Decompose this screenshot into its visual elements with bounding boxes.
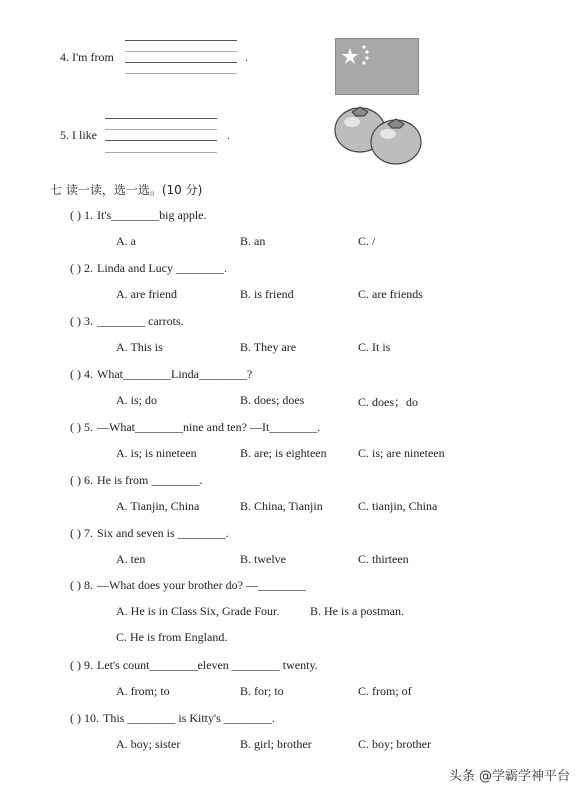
question-text: What________Linda________? <box>97 367 253 381</box>
q5-writing-line-4 <box>105 152 217 153</box>
option-b[interactable]: B. They are <box>240 340 297 354</box>
question-number[interactable]: ( ) 3. <box>70 314 93 328</box>
option-c[interactable]: C. does；do <box>358 395 419 409</box>
q5-label: 5. I like <box>60 128 97 142</box>
question-8 <box>70 578 306 593</box>
question-2 <box>70 261 227 276</box>
question-1 <box>70 208 206 223</box>
q4-writing-line-1 <box>125 40 237 41</box>
option-b[interactable]: B. is friend <box>240 287 294 301</box>
option-c[interactable]: C. from; of <box>358 684 412 698</box>
option-a[interactable]: A. ten <box>116 552 146 566</box>
option-a[interactable]: A. is; is nineteen <box>116 446 197 460</box>
question-number[interactable]: ( ) 8. <box>70 578 93 592</box>
question-number[interactable]: ( ) 1. <box>70 208 93 222</box>
question-9 <box>70 658 318 673</box>
question-number[interactable]: ( ) 7. <box>70 526 93 540</box>
china-flag-icon <box>335 38 419 95</box>
question-number[interactable]: ( ) 9. <box>70 658 93 672</box>
option-c[interactable]: C. thirteen <box>358 552 409 566</box>
question-text: He is from ________. <box>97 473 203 487</box>
q4-writing-line-4 <box>125 73 237 74</box>
question-text: —What________nine and ten? —It________. <box>97 420 321 434</box>
option-a[interactable]: A. boy; sister <box>116 737 181 751</box>
option-b[interactable]: B. twelve <box>240 552 286 566</box>
question-10 <box>70 711 275 726</box>
question-7 <box>70 526 229 541</box>
option-a[interactable]: A. from; to <box>116 684 170 698</box>
option-b[interactable]: B. an <box>240 234 266 248</box>
option-b[interactable]: B. girl; brother <box>240 737 312 751</box>
question-number[interactable]: ( ) 2. <box>70 261 93 275</box>
watermark: 头条 @学霸学神平台 <box>448 769 570 784</box>
option-b[interactable]: B. He is a postman. <box>310 604 404 618</box>
question-6 <box>70 473 202 488</box>
option-b[interactable]: B. China, Tianjin <box>240 499 323 513</box>
option-b[interactable]: B. for; to <box>240 684 284 698</box>
question-text: It's________big apple. <box>97 208 207 222</box>
question-text: ________ carrots. <box>97 314 184 328</box>
option-a[interactable]: A. a <box>116 234 136 248</box>
question-3 <box>70 314 184 329</box>
option-c[interactable]: C. boy; brother <box>358 737 431 751</box>
option-a[interactable]: A. This is <box>116 340 163 354</box>
question-text: Six and seven is ________. <box>97 526 229 540</box>
option-c[interactable]: C. is; are nineteen <box>358 446 445 460</box>
q5-writing-line-1 <box>105 118 217 119</box>
question-text: Linda and Lucy ________. <box>97 261 227 275</box>
option-c[interactable]: C. It is <box>358 340 391 354</box>
question-text: —What does your brother do? —________ <box>97 578 306 592</box>
option-b[interactable]: B. are; is eighteen <box>240 446 327 460</box>
question-5 <box>70 420 320 435</box>
q4-writing-line-2 <box>125 51 237 52</box>
section-title: 七 读一读，选一选。(10 分) <box>50 183 203 197</box>
q4-writing-line-3[interactable] <box>125 62 237 63</box>
option-c[interactable]: C. He is from England. <box>116 630 228 644</box>
q4-period: . <box>245 50 248 64</box>
q5-writing-line-3[interactable] <box>105 140 217 141</box>
question-number[interactable]: ( ) 5. <box>70 420 93 434</box>
option-a[interactable]: A. is; do <box>116 393 158 407</box>
persimmons-icon <box>332 104 424 170</box>
question-number[interactable]: ( ) 6. <box>70 473 93 487</box>
q4-label: 4. I'm from <box>60 50 114 64</box>
option-a[interactable]: A. He is in Class Six, Grade Four. <box>116 604 280 618</box>
option-c[interactable]: C. are friends <box>358 287 423 301</box>
question-text: Let's count________eleven ________ twenty. <box>97 658 318 672</box>
q5-writing-line-2 <box>105 129 217 130</box>
question-number[interactable]: ( ) 4. <box>70 367 93 381</box>
option-c[interactable]: C. / <box>358 234 376 248</box>
option-b[interactable]: B. does; does <box>240 393 305 407</box>
option-c[interactable]: C. tianjin, China <box>358 499 438 513</box>
question-number[interactable]: ( ) 10. <box>70 711 99 725</box>
question-4 <box>70 367 252 382</box>
option-a[interactable]: A. Tianjin, China <box>116 499 200 513</box>
q5-period: . <box>227 128 230 142</box>
question-text: This ________ is Kitty's ________. <box>103 711 275 725</box>
option-a[interactable]: A. are friend <box>116 287 177 301</box>
